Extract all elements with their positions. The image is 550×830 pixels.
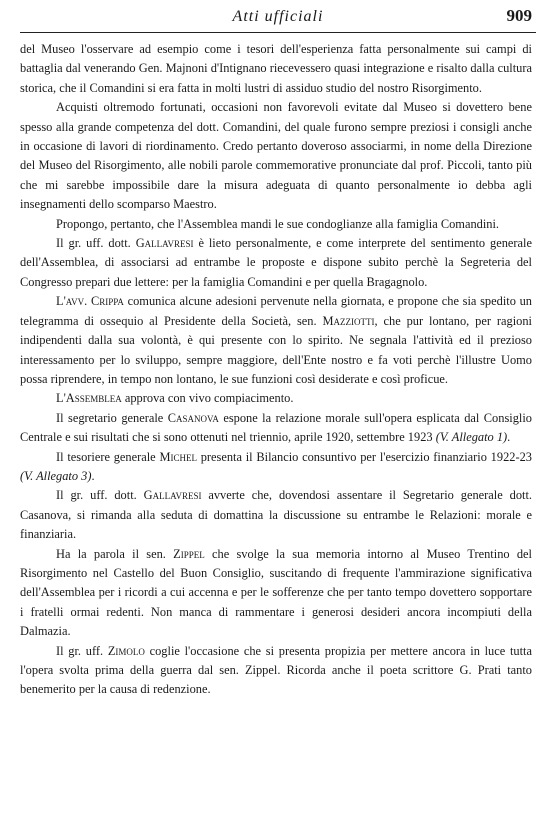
paragraph-text: . (91, 468, 95, 483)
reference-text: (V. Allegato 1) (435, 430, 508, 445)
name-text: Zimolo (107, 643, 145, 658)
paragraph-text: è lieto personalmente, e come interprete del sentimento generale dell'Assemblea, di associarsi ad entrambe le proposte e dispone subito perchè la Segreteria del Congresso prepari due lettere: per la famiglia Comandini e per quella Bragagnolo. (20, 236, 532, 289)
paragraph-text: Acquisti oltremodo fortunati, occasioni non favorevoli evitate dal Museo si dovettero bene spesso alla grande competenza del dott. Comandini, del quale furono sempre preziosi i consigli anche in occasione di lavori di riordinamento. Credo pertanto doveroso associarmi, in nome della Direzione del Museo del Risorgimento, alle nobili parole commemorative pronunciate dal prof. Piccoli, tanto più che mi sarebbe impossibile dare la misura adeguata di quanto personalmente io debba agli insegnamenti dello scomparso Maestro. (20, 100, 532, 212)
paragraph (20, 409, 532, 448)
paragraph-text: Propongo, pertanto, che l'Assemblea mandi le sue condoglianze alla famiglia Comandini. (56, 216, 500, 231)
running-title: Atti ufficiali (232, 8, 324, 25)
paragraph-text: , che pur lontano, per ragioni indipendenti dalla sua volontà, è qui presente con lo spirito. Ne segnala l'attività ed il prezioso interessamento per lo sviluppo, sempre maggiore, dell'Ente nostro e fa voti perchè l'illustre Uomo possa riprendere, in tempo non lontano, le sue funzioni così desiderate e così proficue. (20, 313, 532, 386)
paragraph (20, 545, 532, 642)
paragraph-text: Il tesoriere generale (56, 449, 160, 464)
paragraph (20, 642, 532, 700)
paragraph-text: Ha la parola il sen. (56, 546, 174, 561)
paragraph (20, 234, 532, 292)
name-text: Zippel (173, 546, 205, 561)
paragraph-text: approva con vivo compiacimento. (121, 391, 294, 406)
paragraph (20, 486, 532, 544)
body-text (20, 40, 532, 700)
name-text: L'Assemblea (56, 391, 122, 406)
paragraph-text: espone la relazione morale sull'opera esplicata dal Consiglio Centrale e sui risultati che si sono ottenuti nel triennio, aprile 1920, settembre 1923 (20, 410, 532, 445)
paragraph-text: Il gr. uff. (56, 643, 108, 658)
paragraph-text: . (507, 430, 511, 445)
paragraph (20, 40, 532, 98)
paragraph-text: Il segretario generale (56, 410, 168, 425)
name-text: Gallavresi (135, 236, 194, 251)
paragraph (20, 292, 532, 389)
paragraph (20, 448, 532, 487)
reference-text: (V. Allegato 3) (20, 468, 92, 483)
paragraph-text: del Museo l'osservare ad esempio come i tesori dell'esperienza fatta personalmente sui campi di battaglia dal venerando Gen. Majnoni d'Intignano riecevessero quasi integrazione e risalto dalla cultura storica, che il Comandini si era fatta in molti lustri di assiduo studio del nostro Risorgimento. (20, 42, 532, 95)
name-text: Crippa (90, 294, 124, 309)
paragraph-text: presenta il Bilancio consuntivo per l'esercizio finanziario 1922-23 (196, 449, 532, 464)
page-number: 909 (506, 6, 532, 25)
name-text: Casanova (167, 410, 219, 425)
name-text: Mazziotti (322, 313, 375, 328)
paragraph-text: coglie l'occasione che si presenta propizia per mettere ancora in luce tutta l'opera svolta prima della guerra dal sen. Zippel. Ricorda anche il poeta scrittore G. Prati tanto benemerito per la causa di redenzione. (20, 643, 533, 697)
name-text: Michel (159, 449, 197, 464)
paragraph-text: avverte che, dovendosi assentare il Segretario generale dott. Casanova, si rimanda alla seduta di domattina la discussione su entrambe le Relazioni: morale e finanziaria. (20, 488, 532, 542)
paragraph (20, 389, 532, 408)
paragraph-text: che svolge la sua memoria intorno al Museo Trentino del Risorgimento nel Castello del Buon Consiglio, suscitando di frequente l'ammirazione significativa dell'Assemblea per i ricordi a cui accenna e per le sofferenze che per tanto tempo dovettero sopportare i fratelli ormai redenti. Non manca di rammentare i generosi desideri ancora incompiuti della Dalmazia. (20, 546, 532, 639)
paragraph (20, 215, 532, 234)
paragraph-text: comunica alcune adesioni pervenute nella giornata, e propone che sia spedito un telegramma di ossequio al Presidente della Società, sen. (20, 294, 533, 328)
name-text: L'avv. (56, 294, 91, 309)
name-text: Gallavresi (143, 488, 202, 503)
running-header (20, 6, 536, 33)
paragraph-text: Il gr. uff. dott. (56, 488, 144, 503)
paragraph (20, 98, 532, 214)
paragraph-text: Il gr. uff. dott. (56, 236, 136, 251)
